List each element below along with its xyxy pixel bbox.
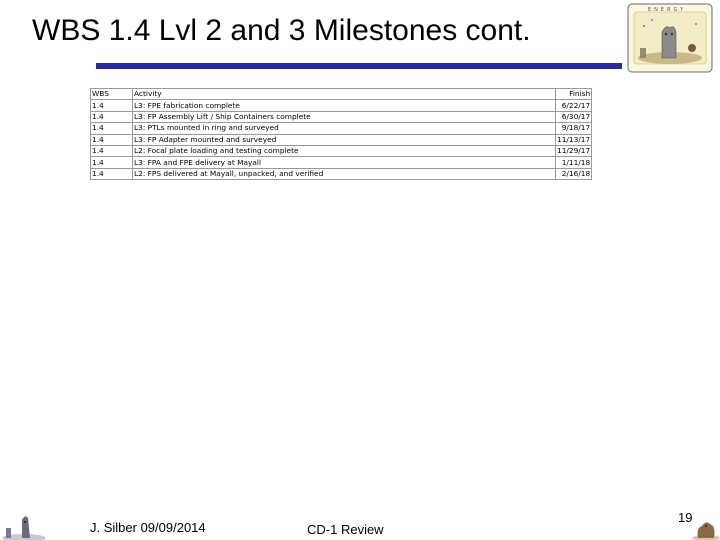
cell-activity: L3: FPE fabrication complete	[133, 100, 556, 111]
slide-title: WBS 1.4 Lvl 2 and 3 Milestones cont.	[32, 14, 531, 47]
table-row	[91, 157, 592, 168]
column-header-wbs: WBS	[91, 89, 133, 100]
cell-finish: 11/13/17	[557, 134, 591, 144]
cell-activity: L3: FPA and FPE delivery at Mayall	[133, 157, 556, 168]
cell-activity: L2: Focal plate loading and testing complete	[133, 145, 556, 156]
cell-wbs: 1.4	[91, 157, 133, 168]
cell-wbs: 1.4	[91, 100, 133, 111]
title-underline	[96, 63, 622, 69]
decorative-figure-left-icon	[0, 508, 48, 540]
cell-finish: 2/16/18	[556, 168, 592, 179]
cell-activity: L2: FPS delivered at Mayall, unpacked, and verified	[133, 168, 556, 179]
logo-lettering: ENERGY	[648, 7, 687, 13]
cell-finish: 11/29/17	[557, 146, 591, 156]
column-header-finish: Finish	[556, 89, 592, 100]
page-number: 19	[678, 510, 693, 525]
table-row	[91, 168, 592, 179]
footer-author-date: J. Silber 09/09/2014	[90, 520, 206, 535]
decorative-figure-right-icon	[690, 514, 720, 540]
table-row	[91, 111, 592, 122]
cell-finish: 6/22/17	[556, 100, 592, 111]
table-row	[91, 123, 592, 134]
table-row	[91, 100, 592, 111]
footer-review-label: CD-1 Review	[307, 522, 384, 537]
cell-wbs: 1.4	[91, 134, 133, 145]
cell-wbs: 1.4	[91, 168, 133, 179]
cell-finish: 9/18/17	[556, 123, 592, 134]
milestones-table	[90, 88, 592, 180]
cell-wbs: 1.4	[91, 111, 133, 122]
cell-activity: L3: FP Adapter mounted and surveyed	[133, 134, 556, 145]
cell-finish: 6/30/17	[556, 111, 592, 122]
cell-finish: 1/11/18	[556, 157, 592, 168]
cell-activity: L3: FP Assembly Lift / Ship Containers complete	[133, 111, 556, 122]
table-header-row	[91, 89, 592, 100]
column-header-activity: Activity	[133, 89, 556, 100]
logo-icon	[626, 2, 714, 74]
cell-wbs: 1.4	[91, 145, 133, 156]
cell-activity: L3: PTLs mounted in ring and surveyed	[133, 123, 556, 134]
cell-wbs: 1.4	[91, 123, 133, 134]
table-row	[91, 145, 592, 156]
table-row	[91, 134, 592, 145]
